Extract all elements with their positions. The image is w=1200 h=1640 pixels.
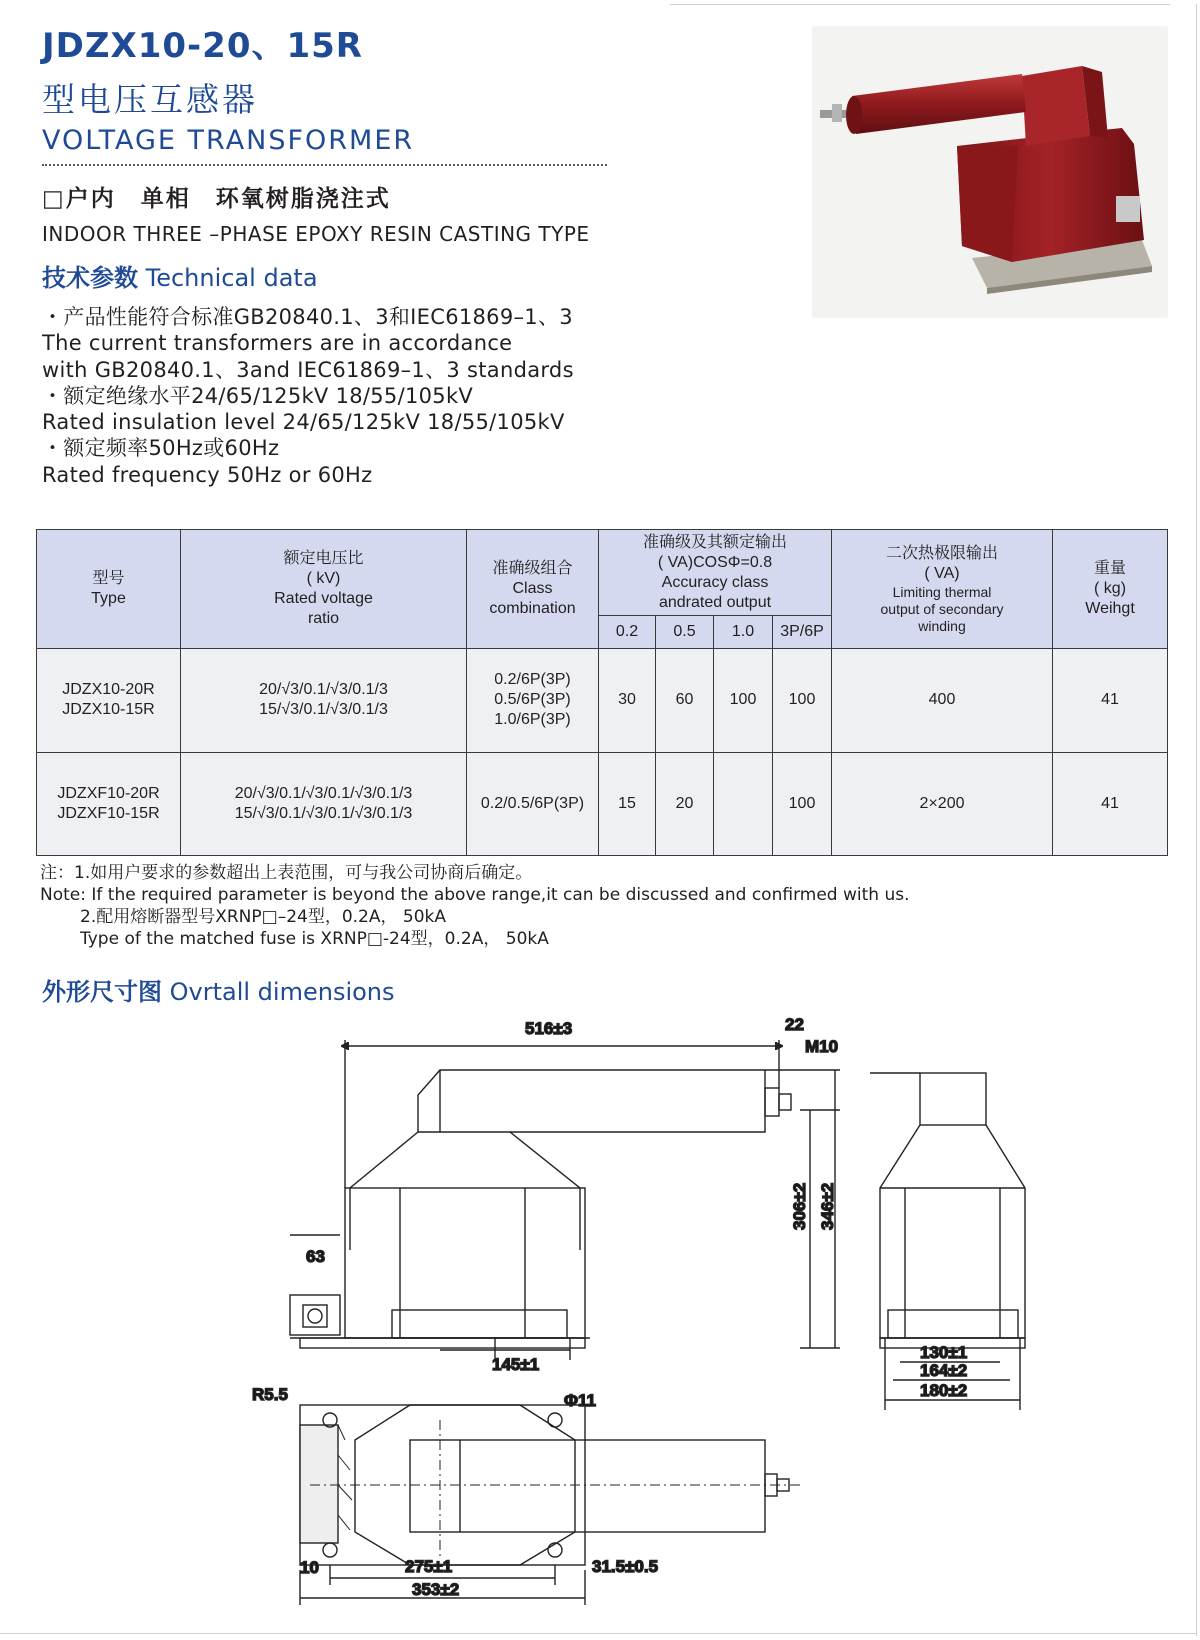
dim-radius: R5.5: [252, 1385, 288, 1404]
header-ratio: 额定电压比 ( kV) Rated voltage ratio: [181, 530, 467, 649]
subheader-3p6p: 3P/6P: [773, 616, 832, 649]
table-row: [37, 649, 1168, 753]
dim-box-width: 63: [306, 1247, 325, 1266]
cell-0-2: 15: [599, 752, 656, 856]
technical-data-heading: [42, 258, 318, 293]
spec-line: Rated frequency 50Hz or 60Hz: [42, 462, 373, 487]
cell-3p6p: 100: [773, 649, 832, 753]
dim-overall-length: 516±3: [525, 1019, 573, 1038]
table-row: [37, 752, 1168, 856]
subtitle-cn: □户内 单相 环氧树脂浇注式: [42, 186, 391, 212]
cell-ratio: 20/√3/0.1/√3/0.1/3 15/√3/0.1/√3/0.1/3: [181, 649, 467, 753]
dim-hole-spacing: 275±1: [405, 1557, 453, 1576]
spec-line: ・产品性能符合标准GB20840.1、3和IEC61869–1、3: [42, 305, 573, 329]
cell-ratio: 20/√3/0.1/√3/0.1/√3/0.1/3 15/√3/0.1/√3/0.1/√3/0.1/3: [181, 752, 467, 856]
dim-bolt: M10: [805, 1037, 839, 1056]
cell-thermal: 400: [832, 649, 1053, 753]
spec-line: Rated insulation level 24/65/125kV 18/55/105kV: [42, 410, 565, 435]
title-divider: [42, 164, 607, 166]
transformer-photo-illustration: [812, 26, 1168, 318]
cell-thermal: 2×200: [832, 752, 1053, 856]
technical-heading-cn: 技术参数: [42, 264, 138, 292]
note-line: 2.配用熔断器型号XRNP□–24型，0.2A， 50kA: [80, 907, 447, 927]
top-view: [300, 1405, 800, 1605]
technical-table: [36, 529, 1167, 856]
cell-3p6p: 100: [773, 752, 832, 856]
header-weight: 重量 ( kg) Weihgt: [1053, 530, 1168, 649]
cell-class: 0.2/0.5/6P(3P): [467, 752, 599, 856]
spec-line: ・额定绝缘水平24/65/125kV 18/55/105kV: [42, 383, 474, 408]
dim-hole: Φ11: [564, 1391, 596, 1410]
subheader-1-0: 1.0: [714, 616, 773, 649]
subheader-0-5: 0.5: [656, 616, 714, 649]
cell-1-0: 100: [714, 649, 773, 753]
dimension-drawing: [0, 1000, 1200, 1630]
spec-line: with GB20840.1、3and IEC61869–1、3 standards: [42, 357, 574, 382]
dim-base-length: 353±2: [412, 1580, 460, 1599]
cell-0-5: 60: [656, 649, 714, 753]
table-notes: [40, 862, 909, 950]
cell-weight: 41: [1053, 752, 1168, 856]
dim-height-inner: 306±2: [790, 1182, 809, 1230]
header-thermal: 二次热极限输出 ( VA) Limiting thermal output of secondary winding: [832, 530, 1053, 649]
front-view: [290, 1040, 840, 1360]
spec-line: ・额定频率50Hz或60Hz: [42, 436, 280, 461]
note-line: Note: If the required parameter is beyond the above range,it can be discussed and confirmed with us.: [40, 885, 910, 905]
cell-type: JDZX10-20R JDZX10-15R: [37, 649, 181, 753]
dim-height-outer: 346±2: [818, 1182, 837, 1230]
dim-bolt-offset: 22: [785, 1015, 804, 1034]
dim-edge: 10: [300, 1558, 319, 1577]
technical-heading-en: Technical data: [145, 264, 318, 292]
spec-line: The current transformers are in accordance: [42, 331, 513, 356]
product-name-cn: 型电压互感器: [42, 80, 258, 119]
frame-bottom-line: [0, 1633, 1197, 1634]
dim-end-offset: 31.5±0.5: [592, 1557, 659, 1576]
dim-side-a: 130±1: [920, 1343, 968, 1362]
header-output: 准确级及其额定输出 ( VA)COSΦ=0.8 Accuracy class andrated output: [599, 530, 832, 616]
cell-weight: 41: [1053, 649, 1168, 753]
cell-class: 0.2/6P(3P) 0.5/6P(3P) 1.0/6P(3P): [467, 649, 599, 753]
dim-side-c: 180±2: [920, 1381, 968, 1400]
dimensions-heading-cn: 外形尺寸图: [42, 978, 162, 1006]
note-line: 注：1.如用户要求的参数超出上表范围，可与我公司协商后确定。: [40, 863, 533, 883]
subtitle-en: INDOOR THREE –PHASE EPOXY RESIN CASTING TYPE: [42, 222, 590, 246]
cell-0-5: 20: [656, 752, 714, 856]
dimension-drawing-svg: [0, 1000, 1200, 1630]
cell-type: JDZXF10-20R JDZXF10-15R: [37, 752, 181, 856]
dim-base-mid: 145±1: [492, 1355, 540, 1374]
note-line: Type of the matched fuse is XRNP□-24型，0.2A， 50kA: [80, 929, 549, 949]
model-title: JDZX10-20、15R: [42, 26, 363, 66]
subheader-0-2: 0.2: [599, 616, 656, 649]
technical-specs: [42, 304, 762, 488]
frame-top-line: [670, 4, 1170, 5]
product-photo: [812, 26, 1168, 318]
dim-side-b: 164±2: [920, 1361, 968, 1380]
header-class: 准确级组合 Class combination: [467, 530, 599, 649]
product-name-en: VOLTAGE TRANSFORMER: [42, 125, 415, 156]
dimensions-heading-en: Ovrtall dimensions: [169, 978, 395, 1006]
header-type: 型号 Type: [37, 530, 181, 649]
cell-0-2: 30: [599, 649, 656, 753]
cell-1-0: [714, 752, 773, 856]
